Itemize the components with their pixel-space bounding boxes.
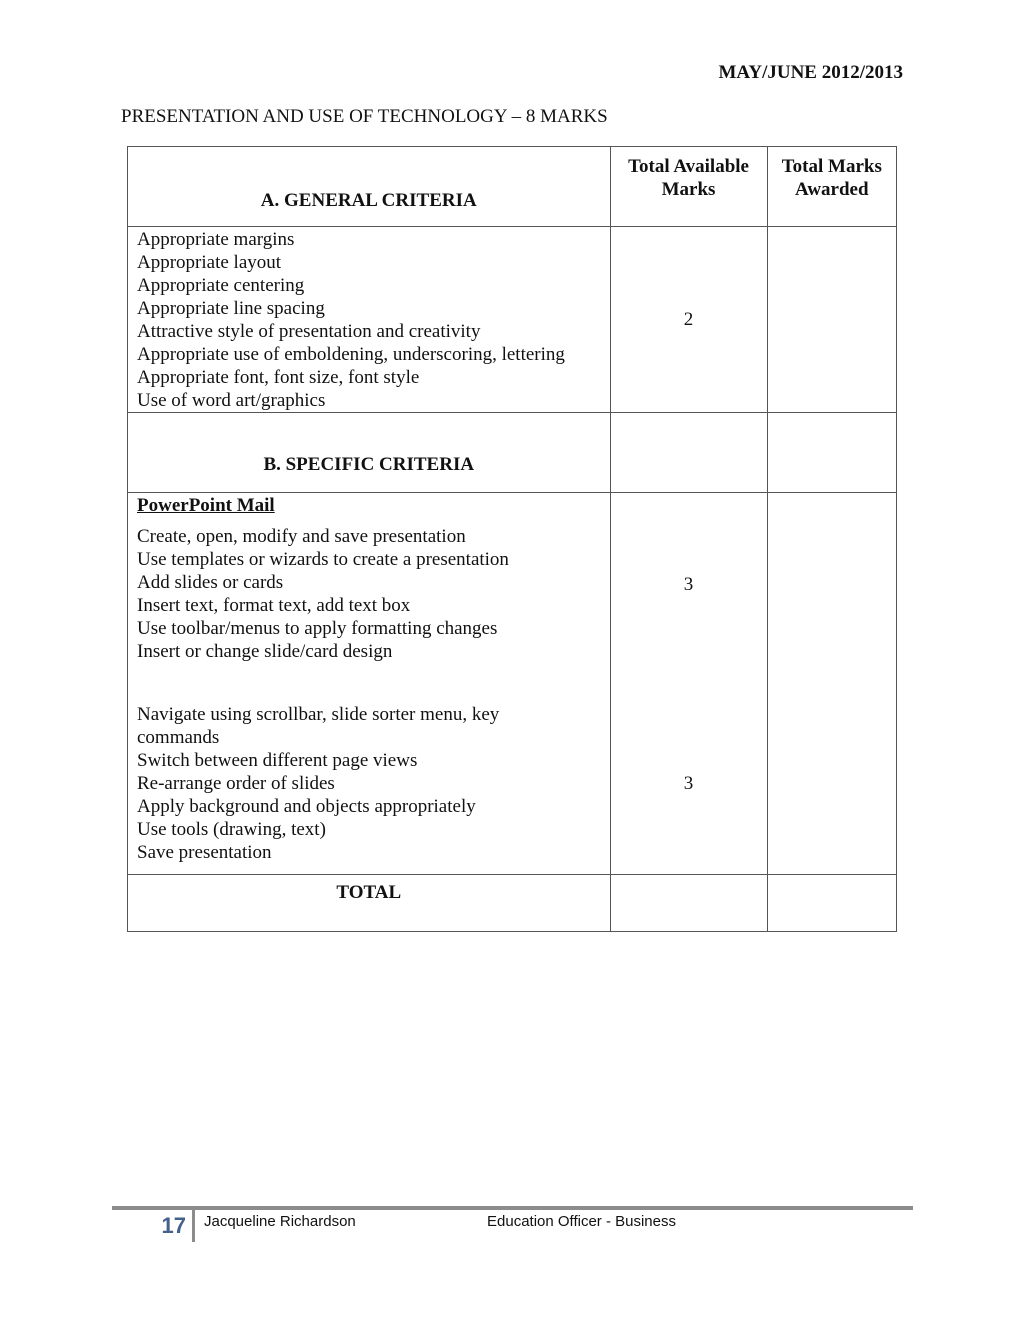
list-item: Re-arrange order of slides	[137, 773, 335, 794]
general-criteria-row	[128, 227, 897, 413]
group-2-marks: 3	[683, 773, 694, 794]
list-item: Navigate using scrollbar, slide sorter menu, key	[137, 704, 500, 725]
list-item: Save presentation	[137, 842, 272, 863]
total-label: TOTAL	[128, 875, 611, 932]
footer-separator	[192, 1210, 195, 1242]
list-item: Apply background and objects appropriately	[137, 796, 476, 817]
list-item: Appropriate centering	[137, 275, 305, 296]
list-item: Insert text, format text, add text box	[137, 595, 411, 616]
list-item: Switch between different page views	[137, 750, 418, 771]
rubric-table	[127, 146, 897, 932]
specific-available-empty	[610, 413, 767, 493]
list-item: Appropriate font, font size, font style	[137, 367, 420, 388]
general-criteria-list	[128, 227, 611, 413]
list-item: commands	[137, 727, 220, 748]
list-item: Create, open, modify and save presentation	[137, 526, 466, 547]
table-header-row	[128, 147, 897, 227]
list-item: Use templates or wizards to create a presentation	[137, 549, 509, 570]
powerpoint-subheading: PowerPoint Mail	[137, 495, 275, 516]
list-item: Insert or change slide/card design	[137, 641, 393, 662]
list-item: Appropriate line spacing	[137, 298, 325, 319]
specific-criteria-header: B. SPECIFIC CRITERIA	[128, 413, 611, 493]
list-item: Add slides or cards	[137, 572, 284, 593]
specific-available-marks	[610, 493, 767, 875]
list-item: Use of word art/graphics	[137, 390, 326, 411]
list-item: Use tools (drawing, text)	[137, 819, 326, 840]
specific-awarded-marks[interactable]	[767, 493, 896, 875]
awarded-marks-header: Total Marks Awarded	[767, 147, 896, 227]
list-item: Appropriate layout	[137, 252, 282, 273]
general-available-marks: 2	[610, 227, 767, 413]
header-date: MAY/JUNE 2012/2013	[718, 62, 903, 83]
page-number: 17	[161, 1213, 186, 1238]
specific-awarded-empty[interactable]	[767, 413, 896, 493]
specific-criteria-row	[128, 413, 897, 493]
list-item: Use toolbar/menus to apply formatting changes	[137, 618, 498, 639]
powerpoint-row	[128, 493, 897, 875]
total-row	[128, 875, 897, 932]
list-item: Appropriate use of emboldening, underscoring, lettering	[137, 344, 565, 365]
list-item: Attractive style of presentation and creativity	[137, 321, 481, 342]
general-criteria-header: A. GENERAL CRITERIA	[128, 147, 611, 227]
group-1-marks: 3	[683, 574, 694, 595]
footer-role: Education Officer - Business	[487, 1213, 676, 1230]
available-marks-header: Total Available Marks	[610, 147, 767, 227]
list-item: Appropriate margins	[137, 229, 295, 250]
specific-group-1	[128, 525, 610, 663]
total-awarded[interactable]	[767, 875, 896, 932]
specific-group-2	[128, 703, 610, 864]
footer-author: Jacqueline Richardson	[204, 1213, 356, 1230]
section-title: PRESENTATION AND USE OF TECHNOLOGY – 8 MARKS	[121, 106, 608, 127]
total-available	[610, 875, 767, 932]
powerpoint-criteria	[128, 493, 611, 875]
footer-divider	[112, 1206, 913, 1210]
general-awarded-marks[interactable]	[767, 227, 896, 413]
